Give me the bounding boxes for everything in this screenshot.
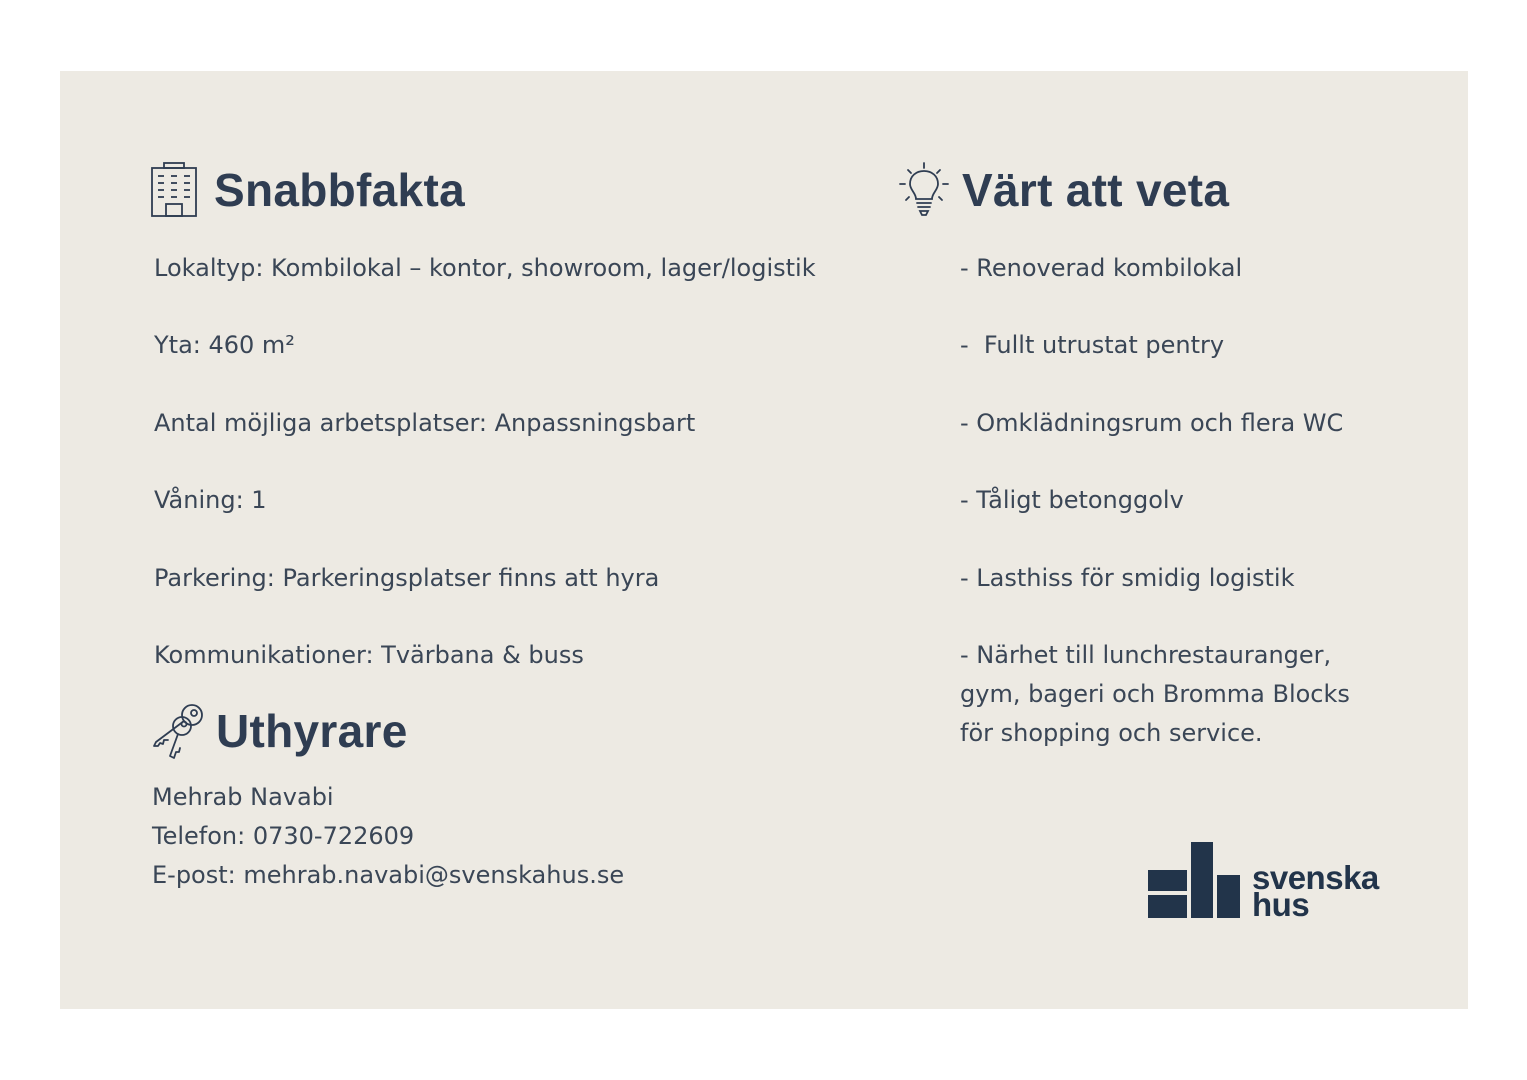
- contact-block: [152, 778, 624, 895]
- svenska-hus-logo: [1148, 842, 1379, 923]
- fact-yta: Yta: 460 m²: [154, 331, 295, 359]
- logo-line-1: svenska: [1252, 859, 1379, 896]
- contact-email[interactable]: E-post: mehrab.navabi@svenskahus.se: [152, 861, 625, 889]
- tip-omkladningsrum: - Omklädningsrum och flera WC: [960, 409, 1344, 437]
- tip-betonggolv: - Tåligt betonggolv: [960, 486, 1184, 514]
- tip-renoverad: - Renoverad kombilokal: [960, 254, 1243, 282]
- lightbulb-icon: [898, 162, 950, 218]
- logo-wordmark: [1252, 859, 1379, 923]
- building-icon: [150, 162, 198, 218]
- vart-att-veta-heading: [898, 162, 1229, 218]
- tip-narhet: - Närhet till lunchrestauranger, gym, bageri och Bromma Blocks för shopping och service.: [960, 641, 1350, 747]
- tip-pentry: - Fullt utrustat pentry: [960, 331, 1225, 359]
- uthyrare-title: Uthyrare: [216, 705, 408, 757]
- tip-lasthiss: - Lasthiss för smidig logistik: [960, 564, 1295, 592]
- snabbfakta-heading: [150, 162, 465, 218]
- uthyrare-heading: [150, 702, 408, 760]
- snabbfakta-title: Snabbfakta: [214, 164, 465, 216]
- logo-line-2: hus: [1252, 886, 1310, 923]
- fact-arbetsplatser: Antal möjliga arbetsplatser: Anpassningsbart: [154, 409, 696, 437]
- contact-name: Mehrab Navabi: [152, 783, 334, 811]
- logo-mark-icon: [1148, 842, 1240, 918]
- contact-phone[interactable]: Telefon: 0730-722609: [152, 822, 415, 850]
- vart-att-veta-title: Värt att veta: [962, 164, 1230, 216]
- fact-kommunikationer: Kommunikationer: Tvärbana & buss: [154, 641, 584, 669]
- keys-icon: [150, 702, 206, 760]
- fact-parkering: Parkering: Parkeringsplatser finns att hyra: [154, 564, 660, 592]
- fact-lokaltyp: Lokaltyp: Kombilokal – kontor, showroom, lager/logistik: [154, 254, 816, 282]
- fact-vaning: Våning: 1: [154, 486, 267, 514]
